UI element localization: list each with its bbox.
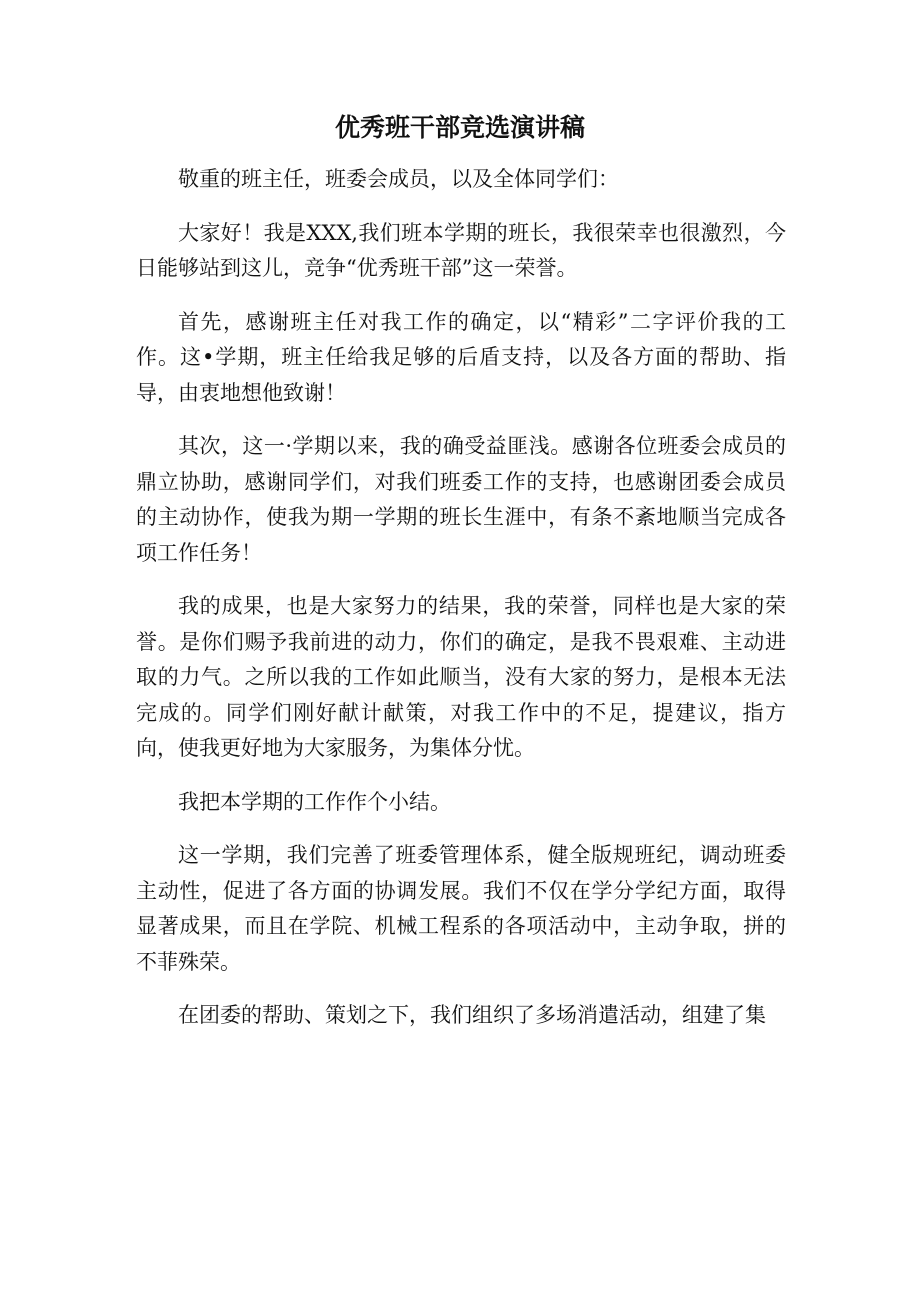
paragraph-thanks-teacher: 首先，感谢班主任对我工作的确定，以“精彩”二字评价我的工作。这•学期，班主任给我足够的后盾支持，以及各方面的帮助、指导，由衷地想他致谢！	[136, 309, 786, 405]
paragraph-achievements: 我的成果，也是大家努力的结果，我的荣誉，同样也是大家的荣誉。是你们赐予我前进的动力，你们的确定，是我不畏艰难、主动进取的力气。之所以我的工作如此顺当，没有大家的努力，是根本无法完成的。同学们刚好献计献策，对我工作中的不足，提建议，指方向，使我更好地为大家服务，为集体分忧。	[136, 594, 786, 760]
paragraph-thanks-committee: 其次，这一·学期以来，我的确受益匪浅。感谢各位班委会成员的鼎立协助，感谢同学们，对我们班委工作的支持，也感谢团委会成员的主动协作，使我为期一学期的班长生涯中，有条不紊地顺当完成各项工作任务！	[136, 434, 786, 565]
paragraph-greeting: 大家好！我是XXX,我们班本学期的班长，我很荣幸也很激烈，今日能够站到这儿，竞争“优秀班干部”这一荣誉。	[136, 220, 786, 280]
paragraph-activities: 在团委的帮助、策划之下，我们组织了多场消遣活动，组建了集	[178, 1003, 766, 1027]
paragraph-salutation: 敬重的班主任，班委会成员，以及全体同学们：	[178, 167, 619, 191]
document-body	[136, 162, 786, 1052]
paragraph-summary-intro: 我把本学期的工作作个小结。	[178, 789, 451, 814]
document-title: 优秀班干部竞选演讲稿	[334, 113, 585, 142]
paragraph-management: 这一学期，我们完善了班委管理体系，健全版规班纪，调动班委主动性，促进了各方面的协调发展。我们不仅在学分学纪方面，取得显著成果，而且在学院、机械工程系的各项活动中，主动争取，拼的不菲殊荣。	[136, 843, 786, 974]
